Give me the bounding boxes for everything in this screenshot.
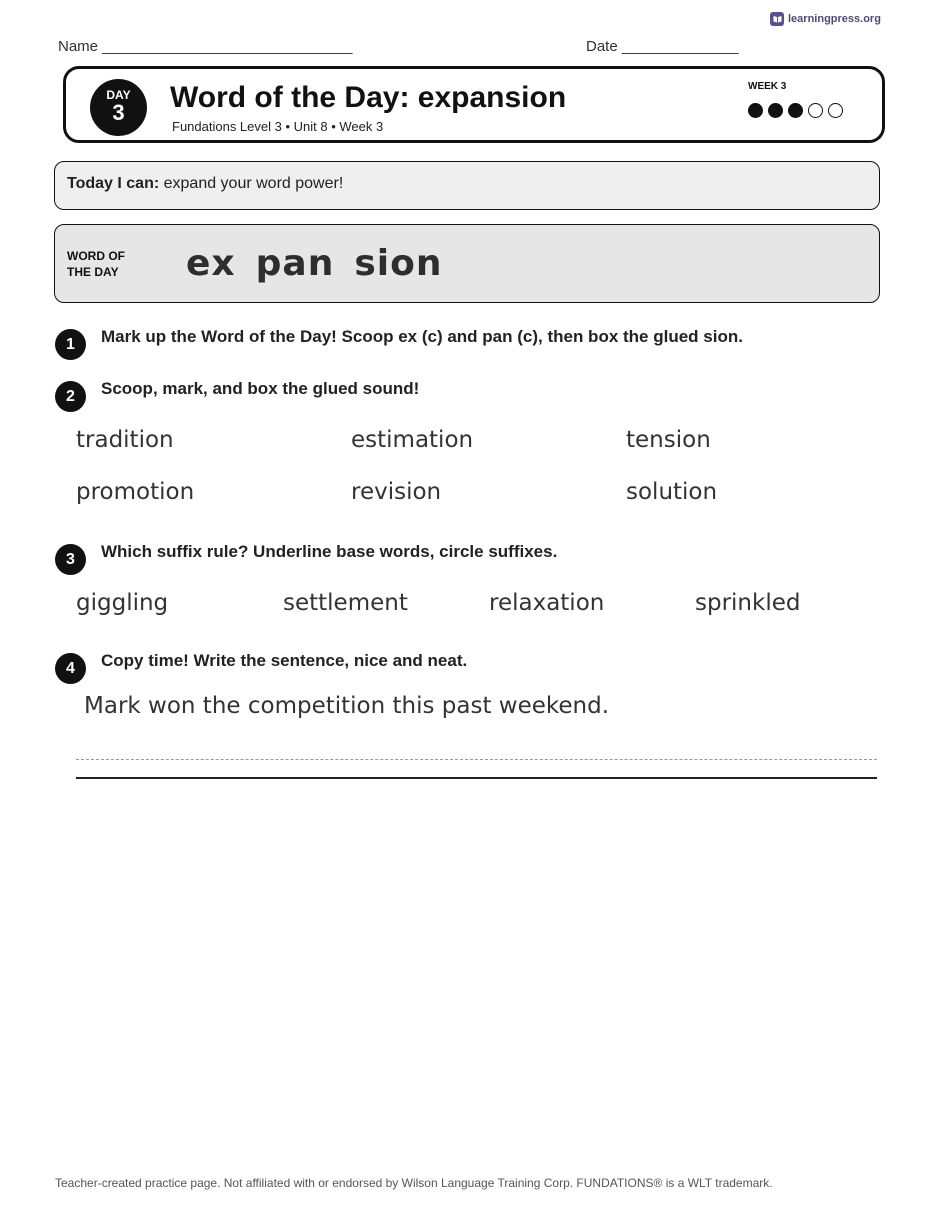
glued-word: promotion (76, 479, 195, 505)
step-number-4: 4 (55, 653, 86, 684)
week-progress-dots (748, 103, 843, 118)
name-field-line: Name ______________________________ (58, 38, 353, 55)
week-progress-dot (828, 103, 843, 118)
writing-guide-dashed-line (76, 759, 877, 760)
step-number-2: 2 (55, 381, 86, 412)
date-field-line: Date ______________ (586, 38, 739, 55)
goal-box (54, 161, 880, 210)
week-label: WEEK 3 (748, 81, 787, 92)
page-title: Word of the Day: expansion (170, 81, 567, 114)
step-instruction-3: Which suffix rule? Underline base words, circle suffixes. (101, 542, 558, 561)
step-instruction-4: Copy time! Write the sentence, nice and neat. (101, 651, 468, 670)
glued-word: revision (351, 479, 442, 505)
glued-word: tradition (76, 427, 174, 453)
book-logo-icon (770, 12, 784, 26)
goal-text: expand your word power! (159, 175, 344, 192)
suffix-word: relaxation (489, 590, 605, 616)
copy-sentence: Mark won the competition this past weekend. (84, 693, 610, 719)
word-of-day-label (67, 248, 147, 280)
header-box (63, 66, 885, 143)
week-progress-dot (748, 103, 763, 118)
step-instruction-2: Scoop, mark, and box the glued sound! (101, 379, 420, 398)
syllable: sion (354, 243, 443, 284)
glued-word: solution (626, 479, 718, 505)
brand-text: learningpress.org (788, 13, 881, 25)
brand (770, 12, 881, 26)
syllable: pan (255, 243, 335, 284)
word-of-day-label-line2: THE DAY (67, 265, 119, 279)
suffix-word: settlement (283, 590, 408, 616)
word-of-day-box (54, 224, 880, 303)
page-subtitle: Fundations Level 3 • Unit 8 • Week 3 (172, 119, 384, 134)
footer-disclaimer: Teacher-created practice page. Not affiliated with or endorsed by Wilson Language Training Corp. FUNDATIONS® is a WLT trademark. (55, 1176, 773, 1190)
glued-word: tension (626, 427, 711, 453)
day-number: 3 (112, 100, 125, 125)
step-number-1: 1 (55, 329, 86, 360)
suffix-word: giggling (76, 590, 169, 616)
week-progress-dot (808, 103, 823, 118)
suffix-word: sprinkled (695, 590, 801, 616)
step-instruction-1: Mark up the Word of the Day! Scoop ex (c) and pan (c), then box the glued sion. (101, 327, 743, 346)
week-progress-dot (768, 103, 783, 118)
goal-label: Today I can: (67, 175, 160, 192)
writing-baseline (76, 777, 877, 779)
word-of-day-label-line1: WORD OF (67, 249, 125, 263)
week-progress-dot (788, 103, 803, 118)
day-label: DAY (106, 88, 131, 102)
glued-word: estimation (351, 427, 474, 453)
word-of-day-syllables (186, 243, 442, 284)
syllable: ex (186, 243, 236, 284)
day-badge (90, 79, 147, 136)
step-number-3: 3 (55, 544, 86, 575)
